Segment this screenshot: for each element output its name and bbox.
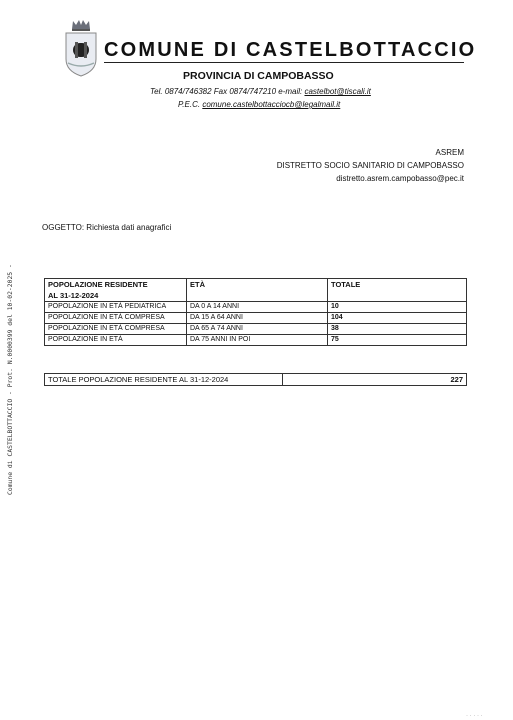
province-name: PROVINCIA DI CAMPOBASSO — [183, 70, 334, 82]
row-age: DA 65 A 74 ANNI — [187, 324, 328, 335]
recipient-district: DISTRETTO SOCIO SANITARIO DI CAMPOBASSO — [276, 161, 464, 170]
pec-email-link[interactable]: comune.castelbottacciocb@legalmail.it — [202, 100, 341, 109]
population-header-line1: POPOLAZIONE RESIDENTE — [48, 280, 148, 289]
total-table — [44, 373, 467, 386]
protocol-stamp: Comune di CASTELBOTTACCIO - Prot. N.0000399 del 10-02-2025 - — [6, 264, 14, 495]
subject-line: OGGETTO: Richiesta dati anagrafici — [42, 223, 172, 232]
table-row — [45, 302, 467, 313]
row-label: POPOLAZIONE IN ETÀ PEDIATRICA — [45, 302, 187, 313]
total-row — [45, 374, 467, 386]
municipal-crest — [64, 19, 98, 77]
row-total: 104 — [328, 313, 467, 324]
row-total: 10 — [328, 302, 467, 313]
total-value: 227 — [283, 374, 467, 386]
row-label: POPOLAZIONE IN ETÀ COMPRESA — [45, 324, 187, 335]
row-age: DA 15 A 64 ANNI — [187, 313, 328, 324]
contact-phone-fax: Tel. 0874/746382 Fax 0874/747210 e-mail: — [150, 87, 305, 96]
age-header: ETÀ — [187, 279, 328, 302]
population-table — [44, 278, 467, 346]
population-header-line2: AL 31-12-2024 — [48, 291, 99, 300]
table-header-row — [45, 279, 467, 302]
table-row — [45, 313, 467, 324]
row-total: 75 — [328, 335, 467, 346]
recipient-email: distretto.asrem.campobasso@pec.it — [336, 174, 464, 183]
row-label: POPOLAZIONE IN ETÀ COMPRESA — [45, 313, 187, 324]
page-corner-mark: · · · · · — [466, 713, 483, 719]
total-label: TOTALE POPOLAZIONE RESIDENTE AL 31-12-2024 — [45, 374, 283, 386]
pec-line — [178, 100, 340, 109]
table-row — [45, 335, 467, 346]
contact-line — [150, 87, 371, 96]
population-header — [45, 279, 187, 302]
recipient-name: ASREM — [435, 148, 464, 157]
pec-label: P.E.C. — [178, 100, 203, 109]
title-underline — [104, 62, 464, 63]
email-link[interactable]: castelbot@tiscali.it — [304, 87, 371, 96]
row-label: POPOLAZIONE IN ETÀ — [45, 335, 187, 346]
row-age: DA 75 ANNI IN POI — [187, 335, 328, 346]
total-header: TOTALE — [328, 279, 467, 302]
municipality-title: COMUNE DI CASTELBOTTACCIO — [104, 39, 477, 61]
row-age: DA 0 A 14 ANNI — [187, 302, 328, 313]
row-total: 38 — [328, 324, 467, 335]
table-row — [45, 324, 467, 335]
